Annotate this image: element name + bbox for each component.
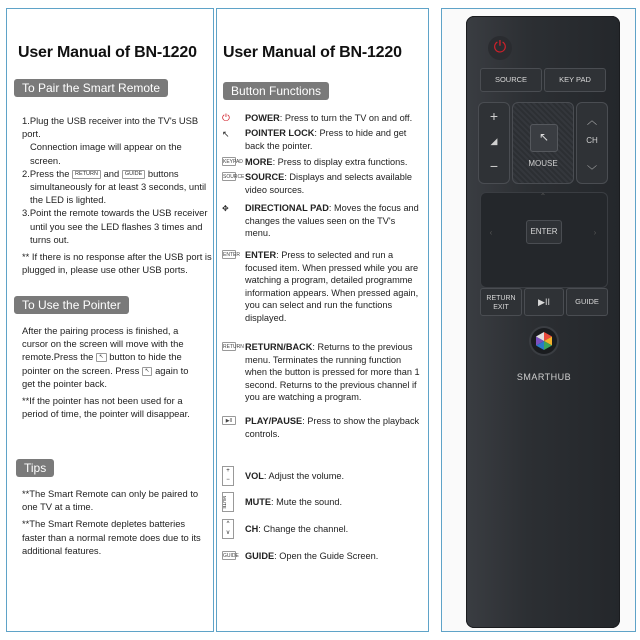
- play-pause-button[interactable]: ▶II: [524, 288, 564, 316]
- smarthub-icon: [531, 328, 557, 354]
- source-icon: SOURCE: [223, 174, 245, 180]
- function-vol: + − VOL: Adjust the volume.: [222, 470, 422, 483]
- function-more: KEYPAD MORE: Press to display extra functions.: [223, 157, 408, 167]
- function-pointer-lock: ↖ POINTER LOCK: Press to hide and get back the pointer.: [222, 128, 407, 151]
- function-mute: MUTE MUTE: Mute the sound.: [222, 496, 422, 509]
- pointer-icon: ↖: [530, 124, 558, 152]
- remote-control: [466, 16, 620, 628]
- pair-step-1: 1.Plug the USB receiver into the TV's USB port.: [22, 115, 199, 140]
- dpad-icon: ✥: [222, 204, 228, 213]
- vol-plus-label: +: [489, 108, 499, 124]
- function-ch: ^ v CH: Change the channel.: [222, 523, 422, 536]
- pair-step-2: 2.Press the RETURN and GUIDE buttons: [22, 167, 179, 179]
- keypad-button[interactable]: KEY PAD: [544, 68, 606, 92]
- pointer-icon-2: ↖: [142, 367, 153, 376]
- ch-icon: ^ v: [222, 519, 234, 539]
- mouse-label: MOUSE: [528, 159, 558, 168]
- power-button[interactable]: ⏻: [488, 36, 512, 60]
- function-guide: GUIDE GUIDE: Open the Guide Screen.: [223, 551, 379, 561]
- function-enter: ENTER ENTER: Press to selected and run a focused item. When pressed while you are watching a program, detailed programme information appears. When pressed again, you can select and run the functions displayed.: [223, 250, 419, 323]
- pair-step-3: 3.Point the remote towards the USB receiver: [22, 207, 208, 219]
- vol-icon: + −: [222, 466, 234, 486]
- function-return-back: RETURN RETURN/BACK: Returns to the previous menu. Terminates the running function when the button is pressed for more than 1 second. Returns to the previous channel if you are watching a program.: [223, 342, 420, 403]
- return-key-icon: RETURN: [72, 170, 101, 179]
- pair-steps: [22, 114, 212, 276]
- ch-label: CH: [586, 136, 598, 145]
- keypad-icon: KEYPAD: [223, 159, 243, 165]
- source-button[interactable]: SOURCE: [480, 68, 542, 92]
- smarthub-label: SMARTHUB: [516, 372, 572, 382]
- left-arrow-icon[interactable]: ‹: [489, 228, 493, 237]
- pointer-text: After the pairing process is finished, a cursor on the screen will move with the remote.Press the ↖ button to hide the pointer on the screen. Press ↖ again to get the pointer back. **If the pointer has not been used for a period of time, the pointer will disappear.: [22, 324, 202, 420]
- tip-1: **The Smart Remote can only be paired to one TV at a time.: [22, 488, 199, 513]
- return-icon: RETURN: [223, 344, 244, 350]
- vol-icon: ◢: [490, 136, 498, 146]
- pointer-icon: ↖: [96, 353, 107, 362]
- function-power: ⏻ POWER: Press to turn the TV on and off.: [222, 113, 413, 124]
- pair-step-2c: the LED is lighted.: [30, 194, 107, 206]
- function-play-pause: ▶II PLAY/PAUSE: Press to show the playback controls.: [222, 415, 422, 440]
- pair-step-1b: Connection image will appear on the screen.: [30, 141, 182, 166]
- pointer-icon: ↖: [222, 129, 230, 139]
- smarthub-button[interactable]: [531, 328, 557, 354]
- vol-minus-label: −: [489, 158, 499, 174]
- pair-note: ** If there is no response after the USB port is plugged in, please use other USB ports.: [22, 251, 212, 276]
- mute-icon: MUTE: [222, 492, 234, 512]
- pair-step-3c: turns out.: [30, 233, 70, 245]
- functions-heading: Button Functions: [223, 82, 329, 100]
- tip-2: **The Smart Remote depletes batteries faster than a normal remote does due to its additional features.: [22, 518, 201, 556]
- pair-step-2b: simultaneously for at least 3 seconds, until: [30, 181, 207, 193]
- tips-heading: Tips: [16, 459, 54, 477]
- middle-title: User Manual of BN-1220: [223, 44, 402, 61]
- function-source: SOURCE SOURCE: Displays and selects available video sources.: [223, 172, 412, 195]
- pointer-heading: To Use the Pointer: [14, 296, 129, 314]
- ch-down-icon: ﹀: [587, 166, 597, 177]
- pair-heading: To Pair the Smart Remote: [14, 79, 168, 97]
- ch-up-icon: ︿: [587, 116, 597, 127]
- guide-icon: GUIDE: [223, 553, 239, 559]
- enter-icon: ENTER: [223, 252, 240, 258]
- pointer-note: **If the pointer has not been used for a period of time, the pointer will disappear.: [22, 395, 190, 420]
- power-icon: ⏻: [222, 113, 230, 124]
- function-directional-pad: ✥ DIRECTIONAL PAD: Moves the focus and changes the values seen on the TV's menu.: [222, 203, 419, 239]
- enter-button[interactable]: ENTER: [526, 220, 562, 244]
- pair-step-3b: until you see the LED flashes 3 times and: [30, 220, 203, 232]
- up-arrow-icon[interactable]: ⌃: [539, 192, 547, 201]
- play-pause-icon: ▶II: [222, 416, 236, 425]
- left-title: User Manual of BN-1220: [18, 44, 197, 61]
- guide-key-icon: GUIDE: [122, 170, 145, 179]
- right-arrow-icon[interactable]: ›: [593, 228, 597, 237]
- return-exit-button[interactable]: RETURN EXIT: [480, 288, 522, 316]
- guide-button[interactable]: GUIDE: [566, 288, 608, 316]
- tips-text: [22, 487, 204, 557]
